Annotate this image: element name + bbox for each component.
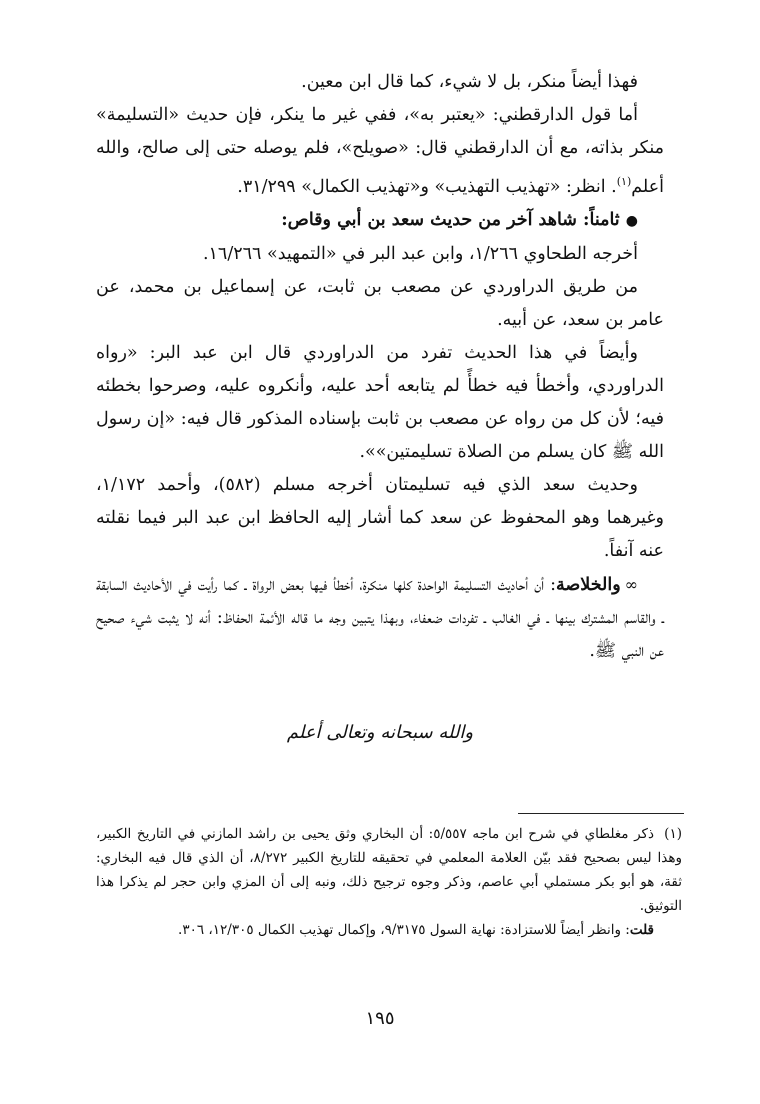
paragraph-7 bbox=[96, 568, 664, 668]
footnote-text: ذكر مغلطاي في شرح ابن ماجه ٥/٥٥٧: أن البخاري وثق يحيى بن راشد المازني في التاريخ الكبير، وهذا ليس بصحيح فقد بيّن العلامة المعلمي في تحقيقه للتاريخ الكبير ٨/٢٧٢، أن الذي قال فيه البخاري: ثقة، هو أبو بكر مستملي أبي عاصم، وذكر وجوه ترجيح ذلك، ونبه إلى أن المزي وابن حجر لم يذكرا هذا التوثيق. bbox=[96, 826, 682, 914]
bullet-icon: ● bbox=[625, 212, 638, 229]
footnote-ref-1[interactable]: (١) bbox=[616, 175, 632, 188]
footnote-note-label: قلت bbox=[629, 922, 654, 938]
footnote-1 bbox=[96, 822, 682, 918]
section-heading bbox=[96, 204, 664, 238]
paragraph-5: وأيضاً في هذا الحديث تفرد من الدراوردي قال ابن عبد البر: «رواه الدراوردي، وأخطأ فيه خطأً لم يتابعه أحد عليه، وأنكروه عليه، وصرحوا بخطئه فيه؛ لأن كل من رواه عن مصعب بن ثابت بإسناده المذكور قال فيه: «إن رسول الله ﷺ كان يسلم من الصلاة تسليمتين»». bbox=[96, 342, 664, 462]
footnote-number: (١) bbox=[664, 826, 682, 842]
closing-phrase: والله سبحانه وتعالى أعلم bbox=[286, 722, 474, 743]
footnote-divider bbox=[518, 813, 684, 814]
paragraph-1: فهذا أيضاً منكر، بل لا شيء، كما قال ابن معين. bbox=[301, 72, 638, 92]
footnotes bbox=[96, 822, 682, 942]
paragraph-6: وحديث سعد الذي فيه تسليمتان أخرجه مسلم (٥٨٢)، وأحمد ١/١٧٢، وغيرهما وهو المحفوظ عن سعد كما أشار إليه الحافظ ابن عبد البر فيما نقلته عنه آنفاً. bbox=[96, 474, 664, 561]
paragraph-3: أخرجه الطحاوي ١/٢٦٦، وابن عبد البر في «التمهيد» ١٦/٢٦٦. bbox=[202, 243, 638, 264]
paragraph-2-tail: . انظر: «تهذيب التهذيب» و«تهذيب الكمال» ٣١/٢٩٩. bbox=[237, 176, 617, 197]
ornament-icon: ∞ bbox=[624, 574, 638, 594]
paragraph-2 bbox=[96, 99, 664, 204]
summary-text: : أن أحاديث التسليمة الواحدة كلها منكرة، أخطأ فيها بعض الرواة ـ كما رأيت في الأحاديث السابقة ـ والقاسم المشترك بينها ـ في الغالب ـ تفردات ضعفاء، وبهذا يتبين وجه ما قاله الأئمة الحفاظ: أنه لا يثبت شيء صحيح عن النبي ﷺ. bbox=[96, 574, 664, 661]
footnote-note bbox=[96, 918, 682, 942]
footnote-note-text: : وانظر أيضاً للاستزادة: نهاية السول ٩/٣١٧٥، وإكمال تهذيب الكمال ١٢/٣٠٥، ٣٠٦. bbox=[178, 922, 630, 938]
paragraph-4: من طريق الدراوردي عن مصعب بن ثابت، عن إسماعيل بن محمد، عن عامر بن سعد، عن أبيه. bbox=[96, 276, 664, 330]
main-text bbox=[96, 66, 664, 668]
section-heading-text: ثامناً: شاهد آخر من حديث سعد بن أبي وقاص: bbox=[281, 209, 620, 230]
summary-label: والخلاصة bbox=[556, 574, 621, 595]
page-number: ١٩٥ bbox=[365, 1008, 395, 1029]
paragraph-2-text: أما قول الدارقطني: «يعتبر به»، ففي غير ما ينكر، فإن حديث «التسليمة» منكر بذاته، مع أن الدارقطني قال: «صويلح»، فلم يوصله حتى إلى صالح، والله أعلم bbox=[96, 105, 664, 197]
